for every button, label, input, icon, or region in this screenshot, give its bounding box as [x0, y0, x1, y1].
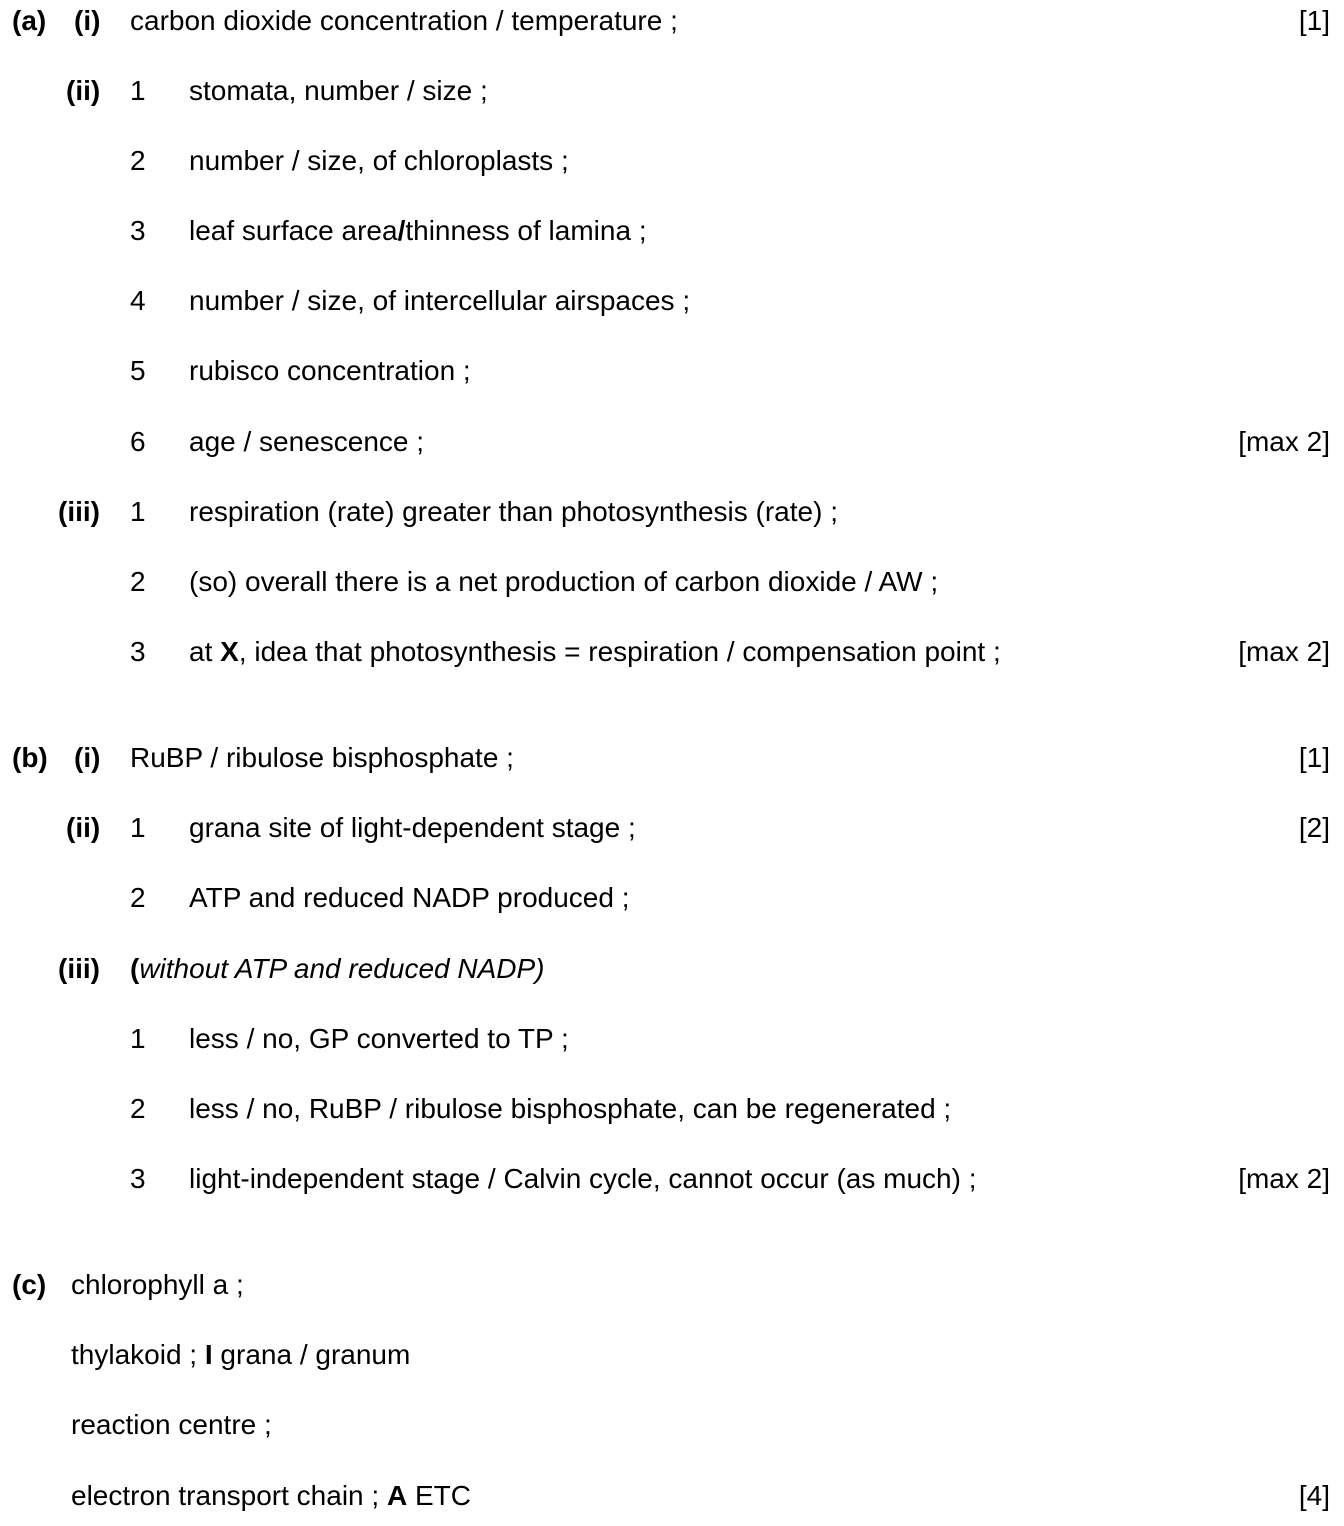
part-b-iii-label: (iii)	[58, 953, 100, 984]
part-b-iii-item-2: less / no, RuBP / ribulose bisphosphate, can be regenerated ;	[189, 1093, 952, 1124]
part-a-i-answer: carbon dioxide concentration / temperature ;	[130, 5, 678, 36]
part-b-iii-note	[130, 952, 544, 986]
part-b-ii-label: (ii)	[66, 812, 101, 843]
part-a-iii-num-3: 3	[130, 636, 146, 667]
part-b-i-label: (i)	[74, 742, 101, 773]
part-a-ii-num-1: 1	[130, 75, 146, 106]
part-b-iii-num-1: 1	[130, 1023, 146, 1054]
part-a-iii-item-3-bold: X	[220, 636, 239, 667]
part-a-iii-item-3	[189, 635, 1001, 669]
part-c-line-2-text-b: grana / granum	[212, 1339, 411, 1370]
part-a-ii-num-2: 2	[130, 145, 146, 176]
part-a-ii-num-4: 4	[130, 285, 146, 316]
part-b-ii-num-2: 2	[130, 882, 146, 913]
part-c-line-3: reaction centre ;	[71, 1409, 272, 1440]
part-b-ii-item-2: ATP and reduced NADP produced ;	[189, 882, 630, 913]
part-a-ii-item-4: number / size, of intercellular airspaces ;	[189, 285, 691, 316]
part-a-iii-item-3-text-a: at	[189, 636, 221, 667]
part-b-ii-item-1: grana site of light-dependent stage ;	[189, 812, 636, 843]
part-a-ii-label: (ii)	[66, 75, 101, 106]
part-a-ii-item-3-text-a: leaf surface area	[189, 215, 398, 246]
part-b-ii-num-1: 1	[130, 812, 146, 843]
part-a-label: (a)	[12, 5, 47, 36]
part-b-i-mark: [1]	[1298, 742, 1330, 773]
part-b-iii-item-1: less / no, GP converted to TP ;	[189, 1023, 569, 1054]
part-a-ii-item-6: age / senescence ;	[189, 426, 425, 457]
part-c-line-4	[71, 1479, 471, 1513]
part-c-line-1: chlorophyll a ;	[71, 1269, 244, 1300]
part-a-iii-item-3-text-b: , idea that photosynthesis = respiration / compensation point ;	[238, 636, 1001, 667]
part-a-iii-item-1: respiration (rate) greater than photosynthesis (rate) ;	[189, 496, 838, 527]
part-a-ii-item-3-slash: /	[397, 215, 406, 246]
part-c-line-2-bold: I	[204, 1339, 213, 1370]
part-a-ii-item-3-text-b: thinness of lamina ;	[405, 215, 647, 246]
part-a-iii-label: (iii)	[58, 496, 100, 527]
part-a-ii-num-5: 5	[130, 355, 146, 386]
part-a-ii-item-3	[189, 214, 647, 248]
part-a-i-label: (i)	[74, 5, 101, 36]
part-a-ii-num-3: 3	[130, 215, 146, 246]
part-a-iii-num-1: 1	[130, 496, 146, 527]
part-a-ii-mark: [max 2]	[1238, 426, 1330, 457]
part-b-iii-note-text: without ATP and reduced NADP)	[139, 953, 545, 984]
part-b-i-answer: RuBP / ribulose bisphosphate ;	[130, 742, 514, 773]
part-c-label: (c)	[12, 1269, 47, 1300]
part-b-label: (b)	[12, 742, 48, 773]
part-b-iii-num-3: 3	[130, 1163, 146, 1194]
part-b-iii-num-2: 2	[130, 1093, 146, 1124]
part-c-line-4-text-a: electron transport chain ;	[71, 1480, 387, 1511]
part-a-ii-item-2: number / size, of chloroplasts ;	[189, 145, 569, 176]
part-b-iii-mark: [max 2]	[1238, 1163, 1330, 1194]
part-c-line-4-bold: A	[386, 1480, 408, 1511]
part-a-iii-item-2: (so) overall there is a net production of carbon dioxide / AW ;	[189, 566, 939, 597]
part-a-ii-item-1: stomata, number / size ;	[189, 75, 488, 106]
part-b-iii-note-open: (	[130, 953, 140, 984]
part-a-iii-mark: [max 2]	[1238, 636, 1330, 667]
part-a-i-mark: [1]	[1298, 5, 1330, 36]
part-b-iii-item-3: light-independent stage / Calvin cycle, cannot occur (as much) ;	[189, 1163, 977, 1194]
part-c-line-2-text-a: thylakoid ;	[71, 1339, 205, 1370]
part-a-iii-num-2: 2	[130, 566, 146, 597]
part-a-ii-item-5: rubisco concentration ;	[189, 355, 471, 386]
part-a-ii-num-6: 6	[130, 426, 146, 457]
part-c-line-2	[71, 1338, 410, 1372]
part-c-line-4-text-b: ETC	[407, 1480, 471, 1511]
part-b-ii-mark: [2]	[1298, 812, 1330, 843]
part-c-mark: [4]	[1298, 1480, 1330, 1511]
